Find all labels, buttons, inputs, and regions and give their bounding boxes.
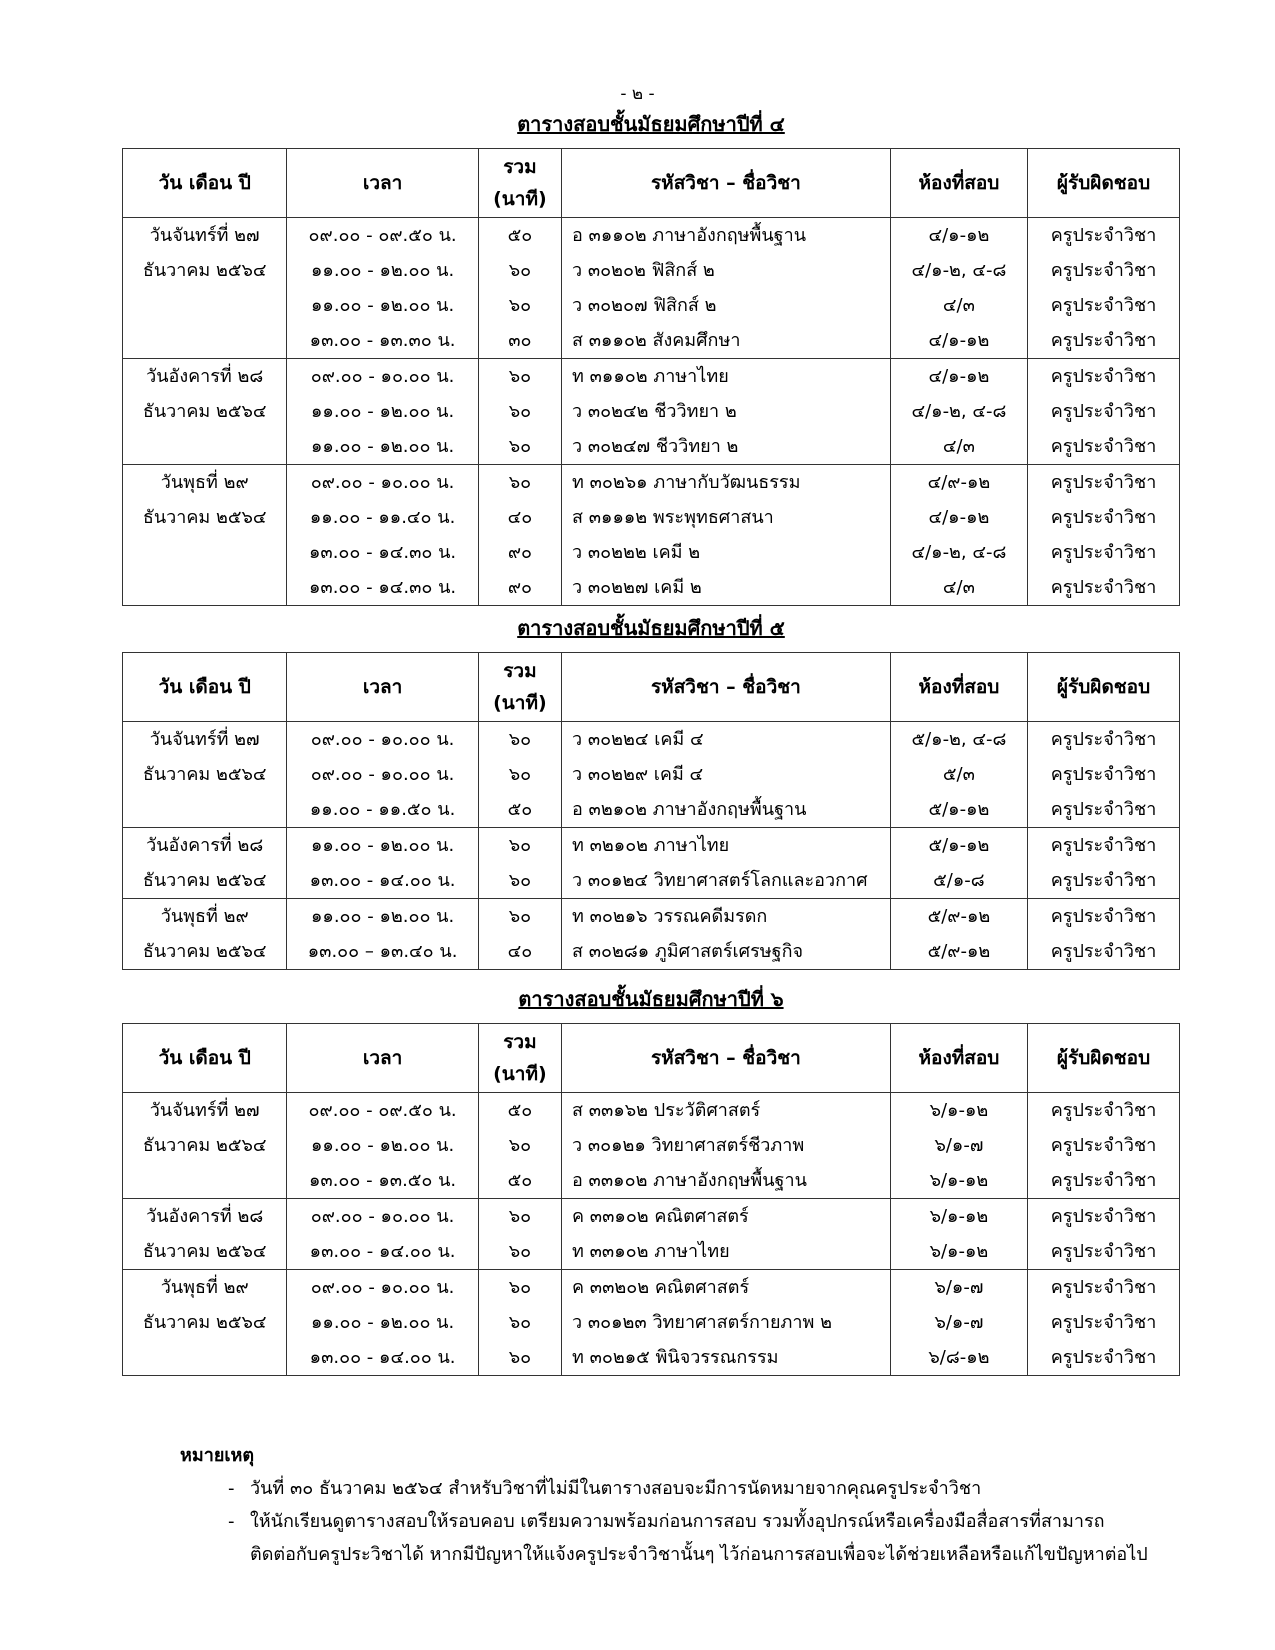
minutes-value: ๕๐	[507, 799, 533, 820]
subject-header-text: รหัสวิชา – ชื่อวิชา	[650, 1047, 801, 1069]
time-cell	[287, 218, 478, 359]
responsible-header	[1028, 653, 1180, 722]
room-text: ๕/๑-๒, ๔-๘	[911, 729, 1007, 750]
time-header	[287, 653, 478, 722]
date-line: วันพุธที่ ๒๙	[160, 906, 249, 927]
minutes-value: ๖๐	[508, 1241, 532, 1262]
room-cell	[890, 1199, 1027, 1270]
time-header-text: เวลา	[362, 1047, 403, 1069]
responsible-text: ครูประจำวิชา	[1050, 330, 1157, 351]
room-cell	[890, 218, 1027, 359]
subject-text: อ ๓๓๑๐๒ ภาษาอังกฤษพื้นฐาน	[572, 1170, 807, 1191]
subject-cell	[562, 722, 891, 828]
date-cell	[123, 899, 287, 970]
date-line: ธันวาคม ๒๕๖๔	[142, 507, 267, 528]
subject-cell	[562, 1093, 891, 1199]
room-text: ๖/๑-๗	[934, 1277, 984, 1298]
date-cell	[123, 1093, 287, 1199]
time-cell	[287, 828, 478, 899]
date-line: วันอังคารที่ ๒๘	[146, 366, 264, 387]
subject-header-text: รหัสวิชา – ชื่อวิชา	[650, 676, 801, 698]
header-row	[123, 1024, 1180, 1093]
room-text: ๔/๓	[942, 577, 975, 598]
date-cell	[123, 1270, 287, 1376]
day-row	[123, 218, 1180, 359]
responsible-text: ครูประจำวิชา	[1050, 436, 1157, 457]
minutes-value: ๖๐	[508, 1312, 532, 1333]
responsible-text: ครูประจำวิชา	[1050, 941, 1157, 962]
note-item	[180, 1472, 1180, 1505]
subject-text: ค ๓๓๒๐๒ คณิตศาสตร์	[572, 1277, 750, 1298]
subject-cell	[562, 1270, 891, 1376]
date-header	[123, 653, 287, 722]
room-cell	[890, 899, 1027, 970]
note-dash: -	[228, 1478, 235, 1499]
responsible-text: ครูประจำวิชา	[1050, 542, 1157, 563]
day-row	[123, 899, 1180, 970]
room-text: ๖/๘-๑๒	[928, 1347, 990, 1368]
time-text: ๑๑.๐๐ - ๑๒.๐๐ น.	[310, 1312, 455, 1333]
time-header-text: เวลา	[362, 172, 403, 194]
minutes-value: ๓๐	[508, 330, 532, 351]
room-header-text: ห้องที่สอบ	[918, 676, 1000, 698]
minutes-value: ๕๐	[507, 1100, 533, 1121]
minutes-header-text: รวม	[503, 1031, 537, 1053]
responsible-header	[1028, 1024, 1180, 1093]
room-text: ๔/๓	[942, 436, 975, 457]
note-text: ให้นักเรียนดูตารางสอบให้รอบคอบ เตรียมความพร้อมก่อนการสอบ รวมทั้งอุปกรณ์หรือเครื่องมือสื่อสารที่สามารถ	[250, 1511, 1105, 1532]
time-text: ๑๓.๐๐ - ๑๔.๐๐ น.	[309, 870, 456, 891]
responsible-text: ครูประจำวิชา	[1050, 1312, 1157, 1333]
responsible-text: ครูประจำวิชา	[1050, 225, 1157, 246]
room-header	[890, 149, 1027, 218]
room-text: ๕/๑-๑๒	[928, 799, 990, 820]
responsible-cell	[1028, 722, 1180, 828]
responsible-header-text: ผู้รับผิดชอบ	[1056, 172, 1151, 194]
minutes-cell	[478, 722, 561, 828]
section-title: ตารางสอบชั้นมัธยมศึกษาปีที่ ๕	[517, 616, 785, 640]
time-cell	[287, 1270, 478, 1376]
subject-text: ว ๓๐๒๔๒ ชีววิทยา ๒	[572, 401, 737, 422]
header-row	[123, 653, 1180, 722]
responsible-header	[1028, 149, 1180, 218]
minutes-value: ๕๐	[507, 1170, 533, 1191]
minutes-value: ๖๐	[508, 295, 532, 316]
time-header-text: เวลา	[362, 676, 403, 698]
minutes-header-text: รวม	[503, 156, 537, 178]
room-text: ๕/๓	[942, 764, 975, 785]
note-text: วันที่ ๓๐ ธันวาคม ๒๕๖๔ สำหรับวิชาที่ไม่มีในตารางสอบจะมีการนัดหมายจากคุณครูประจำวิชา	[250, 1478, 982, 1499]
responsible-text: ครูประจำวิชา	[1050, 729, 1157, 750]
room-text: ๔/๑-๒, ๔-๘	[911, 260, 1007, 281]
responsible-header-text: ผู้รับผิดชอบ	[1056, 1047, 1151, 1069]
room-text: ๕/๑-๑๒	[928, 835, 990, 856]
subject-text: ว ๓๐๒๐๗ ฟิสิกส์ ๒	[572, 295, 717, 316]
subject-cell	[562, 465, 891, 606]
room-text: ๔/๙-๑๒	[927, 472, 991, 493]
subject-text: ว ๓๐๒๒๙ เคมี ๔	[572, 764, 704, 785]
subject-cell	[562, 828, 891, 899]
exam-section	[122, 983, 1180, 1376]
responsible-cell	[1028, 1270, 1180, 1376]
minutes-value: ๖๐	[508, 472, 532, 493]
subject-cell	[562, 218, 891, 359]
date-line: วันจันทร์ที่ ๒๗	[149, 225, 260, 246]
subject-text: ส ๓๑๑๑๒ พระพุทธศาสนา	[572, 507, 774, 528]
date-line: ธันวาคม ๒๕๖๔	[142, 1312, 267, 1333]
time-text: ๑๓.๐๐ - ๑๓.๓๐ น.	[309, 330, 456, 351]
time-text: ๑๓.๐๐ - ๑๔.๐๐ น.	[309, 1347, 456, 1368]
responsible-text: ครูประจำวิชา	[1050, 906, 1157, 927]
time-cell	[287, 465, 478, 606]
time-text: ๑๑.๐๐ - ๑๒.๐๐ น.	[310, 295, 455, 316]
room-cell	[890, 1093, 1027, 1199]
subject-text: ว ๓๐๒๒๔ เคมี ๔	[572, 729, 704, 750]
responsible-text: ครูประจำวิชา	[1050, 260, 1157, 281]
time-text: ๑๑.๐๐ - ๑๒.๐๐ น.	[310, 260, 455, 281]
subject-text: ว ๓๐๑๒๔ วิทยาศาสตร์โลกและอวกาศ	[572, 870, 868, 891]
subject-text: อ ๓๑๑๐๒ ภาษาอังกฤษพื้นฐาน	[572, 225, 806, 246]
time-text: ๐๙.๐๐ - ๑๐.๐๐ น.	[310, 1206, 455, 1227]
room-header-text: ห้องที่สอบ	[918, 1047, 1000, 1069]
responsible-cell	[1028, 828, 1180, 899]
time-text: ๐๙.๐๐ - ๑๐.๐๐ น.	[310, 472, 455, 493]
room-text: ๔/๑-๒, ๔-๘	[911, 542, 1007, 563]
responsible-text: ครูประจำวิชา	[1050, 1347, 1157, 1368]
responsible-text: ครูประจำวิชา	[1050, 1277, 1157, 1298]
room-text: ๖/๑-๑๒	[929, 1206, 989, 1227]
note-text: ติดต่อกับครูประวิชาได้ หากมีปัญหาให้แจ้งครูประจำวิชานั้นๆ ไว้ก่อนการสอบเพื่อจะได้ช่วยเหลือหรือแก้ไขปัญหาต่อไป	[250, 1544, 1148, 1565]
subject-header	[562, 149, 891, 218]
time-text: ๐๙.๐๐ - ๐๙.๕๐ น.	[308, 225, 457, 246]
responsible-text: ครูประจำวิชา	[1050, 870, 1157, 891]
section-title: ตารางสอบชั้นมัธยมศึกษาปีที่ ๔	[517, 112, 785, 136]
subject-cell	[562, 899, 891, 970]
time-text: ๑๑.๐๐ - ๑๒.๐๐ น.	[310, 401, 455, 422]
responsible-text: ครูประจำวิชา	[1050, 366, 1157, 387]
responsible-cell	[1028, 359, 1180, 465]
subject-text: ท ๓๑๑๐๒ ภาษาไทย	[572, 366, 729, 387]
day-row	[123, 828, 1180, 899]
time-text: ๐๙.๐๐ - ๑๐.๐๐ น.	[310, 729, 455, 750]
minutes-cell	[478, 359, 561, 465]
date-cell	[123, 828, 287, 899]
time-text: ๑๑.๐๐ - ๑๒.๐๐ น.	[310, 1135, 455, 1156]
room-cell	[890, 465, 1027, 606]
day-row	[123, 722, 1180, 828]
date-cell	[123, 359, 287, 465]
minutes-cell	[478, 1093, 561, 1199]
minutes-value: ๔๐	[507, 941, 533, 962]
time-text: ๑๑.๐๐ - ๑๑.๔๐ น.	[309, 507, 456, 528]
responsible-text: ครูประจำวิชา	[1050, 764, 1157, 785]
minutes-cell	[478, 899, 561, 970]
subject-text: ส ๓๓๑๖๒ ประวัติศาสตร์	[572, 1100, 761, 1121]
subject-text: ท ๓๐๒๑๖ วรรณคดีมรดก	[572, 906, 768, 927]
subject-cell	[562, 1199, 891, 1270]
room-header	[890, 653, 1027, 722]
date-header-text: วัน เดือน ปี	[158, 1047, 251, 1069]
day-row	[123, 359, 1180, 465]
room-text: ๔/๑-๒, ๔-๘	[911, 401, 1007, 422]
time-text: ๑๓.๐๐ – ๑๓.๔๐ น.	[307, 941, 458, 962]
date-line: วันจันทร์ที่ ๒๗	[149, 1100, 260, 1121]
minutes-value: ๖๐	[508, 870, 532, 891]
subject-text: ว ๓๐๒๒๗ เคมี ๒	[572, 577, 702, 598]
room-text: ๔/๑-๑๒	[928, 225, 990, 246]
minutes-header-text: (นาที)	[493, 188, 547, 210]
date-line: ธันวาคม ๒๕๖๔	[142, 870, 267, 891]
subject-text: ท ๓๒๑๐๒ ภาษาไทย	[572, 835, 730, 856]
minutes-cell	[478, 1199, 561, 1270]
subject-text: ท ๓๐๒๖๑ ภาษากับวัฒนธรรม	[572, 472, 801, 493]
room-text: ๖/๑-๗	[934, 1312, 984, 1333]
room-text: ๔/๑-๑๒	[928, 366, 990, 387]
subject-header	[562, 653, 891, 722]
subject-text: ว ๓๐๑๒๑ วิทยาศาสตร์ชีวภาพ	[572, 1135, 805, 1156]
time-header	[287, 1024, 478, 1093]
section-title: ตารางสอบชั้นมัธยมศึกษาปีที่ ๖	[518, 987, 784, 1011]
date-line: วันจันทร์ที่ ๒๗	[149, 729, 260, 750]
room-header	[890, 1024, 1027, 1093]
minutes-value: ๖๐	[508, 835, 532, 856]
date-line: ธันวาคม ๒๕๖๔	[142, 260, 267, 281]
room-cell	[890, 828, 1027, 899]
minutes-header	[478, 149, 561, 218]
date-header-text: วัน เดือน ปี	[158, 676, 251, 698]
responsible-cell	[1028, 465, 1180, 606]
room-text: ๔/๑-๑๒	[928, 507, 990, 528]
time-text: ๑๓.๐๐ - ๑๔.๓๐ น.	[308, 542, 457, 563]
room-text: ๕/๙-๑๒	[927, 941, 991, 962]
time-text: ๑๓.๐๐ - ๑๔.๓๐ น.	[308, 577, 457, 598]
subject-header	[562, 1024, 891, 1093]
subject-text: ว ๓๐๒๐๒ ฟิสิกส์ ๒	[572, 260, 715, 281]
subject-text: ส ๓๑๑๐๒ สังคมศึกษา	[572, 330, 741, 351]
time-text: ๐๙.๐๐ - ๑๐.๐๐ น.	[310, 1277, 455, 1298]
date-line: ธันวาคม ๒๕๖๔	[142, 1135, 267, 1156]
time-text: ๑๓.๐๐ - ๑๔.๐๐ น.	[309, 1241, 456, 1262]
day-row	[123, 1199, 1180, 1270]
responsible-cell	[1028, 218, 1180, 359]
room-cell	[890, 722, 1027, 828]
date-line: ธันวาคม ๒๕๖๔	[142, 941, 267, 962]
subject-text: ส ๓๐๒๘๑ ภูมิศาสตร์เศรษฐกิจ	[572, 941, 804, 962]
responsible-text: ครูประจำวิชา	[1050, 799, 1157, 820]
responsible-header-text: ผู้รับผิดชอบ	[1056, 676, 1151, 698]
minutes-value: ๖๐	[508, 906, 532, 927]
time-text: ๑๑.๐๐ - ๑๑.๕๐ น.	[309, 799, 456, 820]
minutes-header	[478, 1024, 561, 1093]
responsible-text: ครูประจำวิชา	[1050, 577, 1157, 598]
subject-text: ว ๓๐๒๔๗ ชีววิทยา ๒	[572, 436, 739, 457]
date-line: ธันวาคม ๒๕๖๔	[142, 401, 267, 422]
day-row	[123, 1270, 1180, 1376]
notes-title: หมายเหตุ	[180, 1445, 255, 1466]
minutes-value: ๕๐	[507, 225, 533, 246]
minutes-value: ๖๐	[508, 1206, 532, 1227]
minutes-value: ๙๐	[507, 542, 532, 563]
date-cell	[123, 1199, 287, 1270]
date-cell	[123, 722, 287, 828]
room-text: ๖/๑-๑๒	[929, 1170, 989, 1191]
room-text: ๔/๓	[942, 295, 975, 316]
notes	[180, 1440, 1180, 1571]
responsible-text: ครูประจำวิชา	[1050, 1170, 1157, 1191]
subject-text: ท ๓๓๑๐๒ ภาษาไทย	[572, 1241, 730, 1262]
minutes-value: ๖๐	[508, 1135, 532, 1156]
minutes-value: ๖๐	[508, 1347, 532, 1368]
time-text: ๐๙.๐๐ - ๐๙.๕๐ น.	[308, 1100, 457, 1121]
date-line: วันพุธที่ ๒๙	[160, 472, 249, 493]
time-text: ๑๑.๐๐ - ๑๒.๐๐ น.	[310, 906, 455, 927]
minutes-header-text: (นาที)	[493, 1063, 547, 1085]
responsible-text: ครูประจำวิชา	[1050, 1241, 1157, 1262]
minutes-header	[478, 653, 561, 722]
subject-text: ว ๓๐๑๒๓ วิทยาศาสตร์กายภาพ ๒	[572, 1312, 832, 1333]
time-text: ๐๙.๐๐ - ๑๐.๐๐ น.	[310, 764, 455, 785]
time-cell	[287, 722, 478, 828]
room-text: ๔/๑-๑๒	[928, 330, 990, 351]
date-line: วันพุธที่ ๒๙	[160, 1277, 249, 1298]
date-cell	[123, 465, 287, 606]
exam-table	[122, 148, 1180, 606]
header-row	[123, 149, 1180, 218]
responsible-text: ครูประจำวิชา	[1050, 401, 1157, 422]
subject-header-text: รหัสวิชา – ชื่อวิชา	[650, 172, 801, 194]
minutes-value: ๖๐	[508, 729, 532, 750]
minutes-value: ๖๐	[508, 1277, 532, 1298]
exam-table	[122, 652, 1180, 970]
date-header	[123, 1024, 287, 1093]
minutes-value: ๔๐	[507, 507, 533, 528]
room-header-text: ห้องที่สอบ	[918, 172, 1000, 194]
room-cell	[890, 359, 1027, 465]
page-number: - ๒ -	[620, 84, 655, 104]
subject-text: ค ๓๓๑๐๒ คณิตศาสตร์	[572, 1206, 749, 1227]
time-header	[287, 149, 478, 218]
room-cell	[890, 1270, 1027, 1376]
responsible-text: ครูประจำวิชา	[1050, 1100, 1157, 1121]
minutes-value: ๖๐	[508, 764, 532, 785]
time-text: ๑๑.๐๐ - ๑๒.๐๐ น.	[310, 436, 455, 457]
responsible-text: ครูประจำวิชา	[1050, 507, 1157, 528]
minutes-cell	[478, 218, 561, 359]
date-header-text: วัน เดือน ปี	[158, 172, 251, 194]
minutes-header-text: (นาที)	[493, 692, 547, 714]
responsible-text: ครูประจำวิชา	[1050, 472, 1157, 493]
date-line: ธันวาคม ๒๕๖๔	[142, 1241, 267, 1262]
note-dash: -	[228, 1511, 235, 1532]
responsible-cell	[1028, 1093, 1180, 1199]
time-text: ๑๓.๐๐ - ๑๓.๕๐ น.	[308, 1170, 457, 1191]
minutes-value: ๖๐	[508, 260, 532, 281]
responsible-text: ครูประจำวิชา	[1050, 1135, 1157, 1156]
exam-section	[122, 108, 1180, 606]
time-cell	[287, 359, 478, 465]
subject-text: อ ๓๒๑๐๒ ภาษาอังกฤษพื้นฐาน	[572, 799, 807, 820]
day-row	[123, 465, 1180, 606]
room-text: ๖/๑-๑๒	[929, 1100, 989, 1121]
date-line: วันอังคารที่ ๒๘	[146, 835, 264, 856]
responsible-text: ครูประจำวิชา	[1050, 295, 1157, 316]
time-cell	[287, 1199, 478, 1270]
time-cell	[287, 899, 478, 970]
minutes-cell	[478, 465, 561, 606]
time-cell	[287, 1093, 478, 1199]
room-text: ๕/๙-๑๒	[927, 906, 991, 927]
time-text: ๐๙.๐๐ - ๑๐.๐๐ น.	[310, 366, 455, 387]
minutes-header-text: รวม	[503, 660, 537, 682]
note-item	[180, 1505, 1180, 1571]
minutes-value: ๖๐	[508, 436, 532, 457]
minutes-value: ๖๐	[508, 401, 532, 422]
subject-cell	[562, 359, 891, 465]
date-line: ธันวาคม ๒๕๖๔	[142, 764, 267, 785]
date-cell	[123, 218, 287, 359]
minutes-value: ๙๐	[507, 577, 532, 598]
time-text: ๑๑.๐๐ - ๑๒.๐๐ น.	[310, 835, 455, 856]
subject-text: ว ๓๐๒๒๒ เคมี ๒	[572, 542, 701, 563]
exam-table	[122, 1023, 1180, 1376]
room-text: ๖/๑-๗	[934, 1135, 984, 1156]
minutes-value: ๖๐	[508, 366, 532, 387]
exam-section	[122, 612, 1180, 970]
date-line: วันอังคารที่ ๒๘	[146, 1206, 264, 1227]
room-text: ๖/๑-๑๒	[929, 1241, 989, 1262]
day-row	[123, 1093, 1180, 1199]
responsible-text: ครูประจำวิชา	[1050, 1206, 1157, 1227]
responsible-cell	[1028, 899, 1180, 970]
room-text: ๕/๑-๘	[933, 870, 985, 891]
minutes-cell	[478, 828, 561, 899]
minutes-cell	[478, 1270, 561, 1376]
subject-text: ท ๓๐๒๑๕ พินิจวรรณกรรม	[572, 1347, 779, 1368]
responsible-text: ครูประจำวิชา	[1050, 835, 1157, 856]
responsible-cell	[1028, 1199, 1180, 1270]
date-header	[123, 149, 287, 218]
